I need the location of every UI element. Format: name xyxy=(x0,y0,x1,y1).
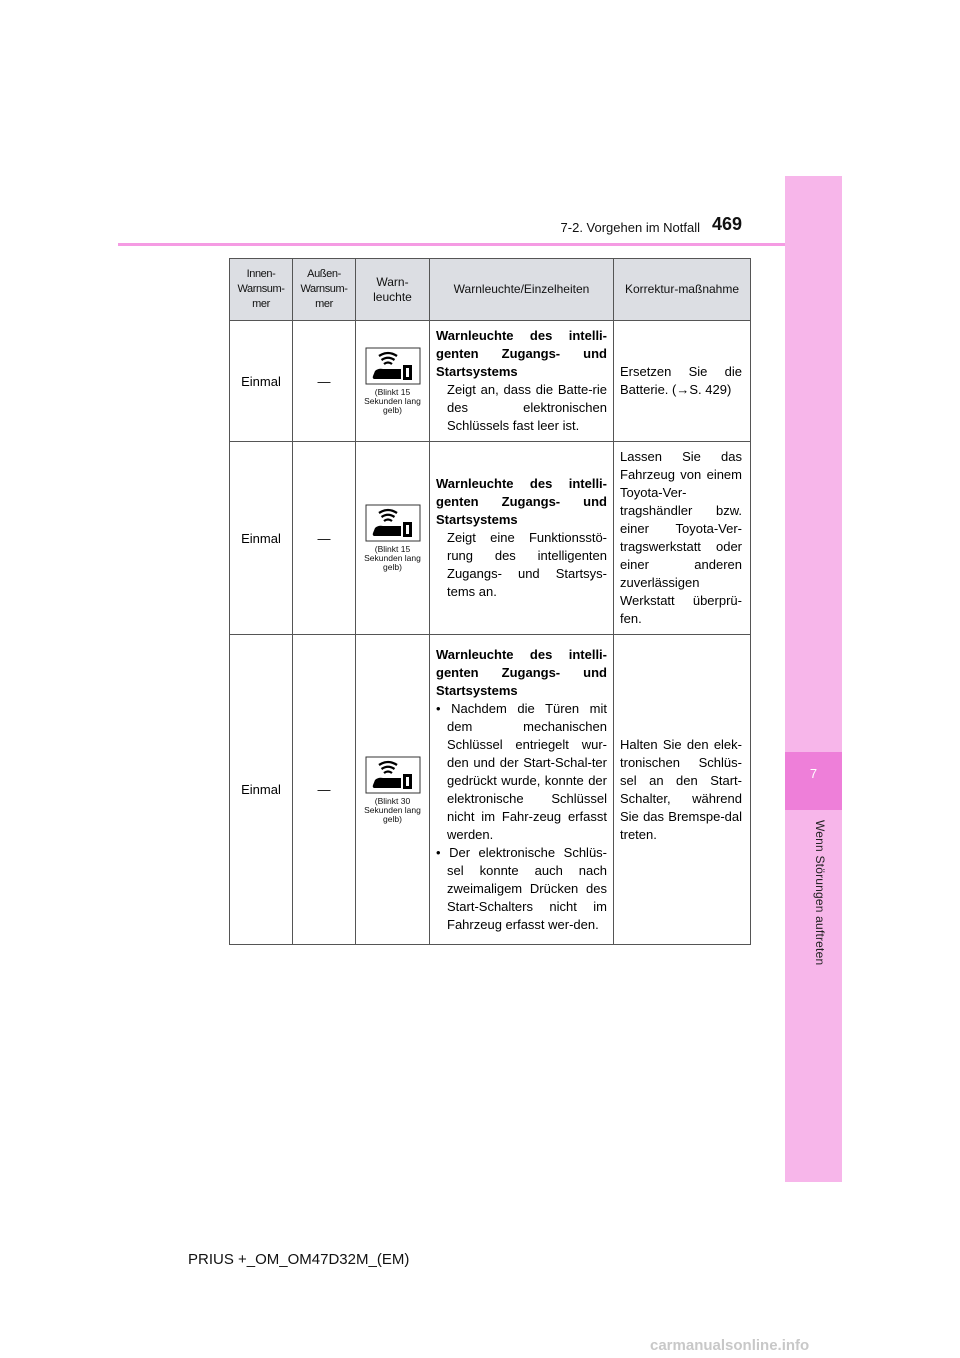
chapter-label: Wenn Störungen auftreten xyxy=(813,820,827,966)
watermark: carmanualsonline.info xyxy=(650,1337,810,1354)
chapter-number-block xyxy=(785,752,842,810)
warning-table xyxy=(229,258,751,945)
action-cell: Halten Sie den elek-tronischen Schlüs-sel an den Start-Schalter, während Sie das Bremspe-dal treten. xyxy=(614,635,751,945)
header-inside-buzzer: Innen-Warnsum-mer xyxy=(230,259,293,321)
chapter-number: 7 xyxy=(809,766,818,781)
header-details: Warnleuchte/Einzelheiten xyxy=(430,259,614,321)
header-rule xyxy=(118,243,785,246)
inside-buzzer-cell: Einmal xyxy=(230,442,293,635)
page-number: 469 xyxy=(712,214,743,234)
table-row xyxy=(230,635,751,945)
detail-text: Zeigt an, dass die Batte-rie des elektronischen Schlüssels fast leer ist. xyxy=(447,382,607,433)
detail-title: Warnleuchte des intelli-genten Zugangs- und Startsystems xyxy=(436,328,607,379)
document-code: PRIUS +_OM_OM47D32M_(EM) xyxy=(188,1251,410,1268)
detail-bullet: • Der elektronische Schlüs-sel konnte auch nach zweimaligem Drücken des Start-Schalters nicht im Fahrzeug erfasst wer-den. xyxy=(436,844,607,932)
detail-bullet: • Nachdem die Türen mit dem mechanischen Schlüssel entriegelt wur-den und der Start-Schal-ter gedrückt wurde, konnte der elektronische Schlüssel nicht im Fahr-zeug erfasst werden. xyxy=(436,700,607,842)
smart-key-warning-icon xyxy=(365,756,421,794)
smart-key-warning-icon xyxy=(365,347,421,385)
header-action: Korrektur-maßnahme xyxy=(614,259,751,321)
detail-title: Warnleuchte des intelli-genten Zugangs- und Startsystems xyxy=(436,476,607,527)
outside-buzzer-cell: — xyxy=(293,635,356,945)
inside-buzzer-cell: Einmal xyxy=(230,321,293,442)
detail-text: Zeigt eine Funktionsstö-rung des intelligenten Zugangs- und Startsys-tems an. xyxy=(447,530,607,599)
outside-buzzer-cell: — xyxy=(293,442,356,635)
warning-light-caption: (Blinkt 30 Sekunden lang gelb) xyxy=(364,795,421,824)
chapter-side-tab xyxy=(785,176,842,1182)
table-row xyxy=(230,321,751,442)
details-cell xyxy=(430,442,614,635)
header-outside-buzzer: Außen-Warnsum-mer xyxy=(293,259,356,321)
table-row xyxy=(230,442,751,635)
outside-buzzer-cell: — xyxy=(293,321,356,442)
warning-light-cell xyxy=(356,321,430,442)
detail-title: Warnleuchte des intelli-genten Zugangs- und Startsystems xyxy=(436,646,607,698)
warning-light-cell xyxy=(356,635,430,945)
section-title: 7-2. Vorgehen im Notfall xyxy=(560,220,700,235)
table-header-row xyxy=(230,259,751,321)
smart-key-warning-icon xyxy=(365,504,421,542)
inside-buzzer-cell: Einmal xyxy=(230,635,293,945)
details-cell xyxy=(430,321,614,442)
action-cell: Lassen Sie das Fahrzeug von einem Toyota-Ver-tragshändler bzw. einer Toyota-Ver-tragswerkstatt oder einer anderen zuverlässigen Werkstatt überprü-fen. xyxy=(614,442,751,635)
warning-light-cell xyxy=(356,442,430,635)
warning-light-caption: (Blinkt 15 Sekunden lang gelb) xyxy=(364,544,421,572)
header-warning-light: Warn-leuchte xyxy=(356,259,430,321)
details-cell xyxy=(430,635,614,945)
warning-light-caption: (Blinkt 15 Sekunden lang gelb) xyxy=(364,387,421,415)
action-cell: Ersetzen Sie die Batterie. (→S. 429) xyxy=(614,321,751,442)
